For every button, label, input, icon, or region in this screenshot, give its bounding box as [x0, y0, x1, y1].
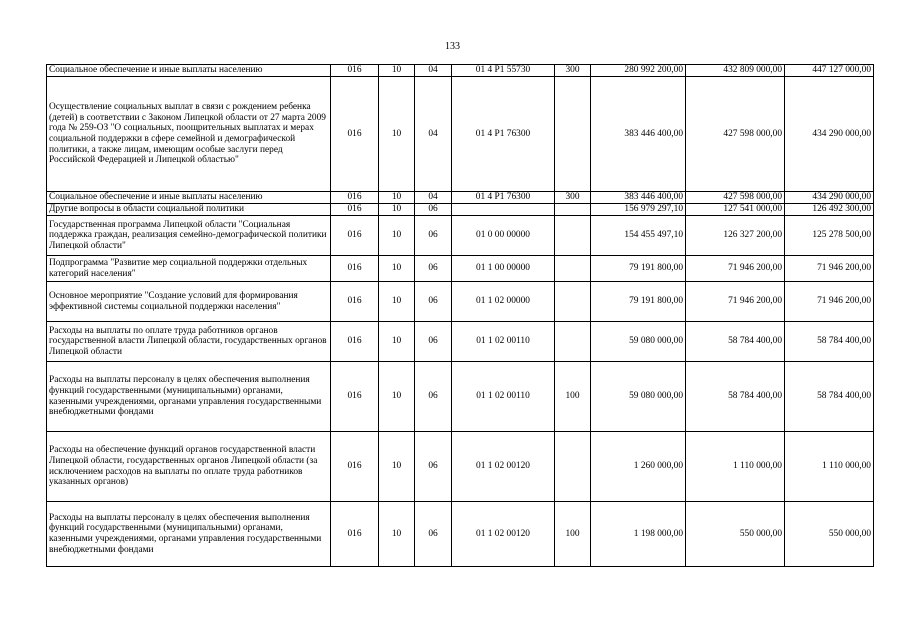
subsection-code: 04 [415, 77, 452, 192]
section-code: 10 [379, 432, 415, 502]
ministry-code: 016 [331, 216, 379, 256]
table-row [47, 216, 874, 256]
ministry-code: 016 [331, 282, 379, 322]
budget-item-name: Подпрограмма "Развитие мер социальной поддержки отдельных категорий населения" [47, 256, 331, 282]
expense-type-code [555, 216, 591, 256]
amount-year-3: 58 784 400,00 [785, 362, 874, 432]
amount-year-3: 550 000,00 [785, 502, 874, 567]
table-row [47, 77, 874, 192]
amount-year-2: 58 784 400,00 [686, 322, 785, 362]
ministry-code: 016 [331, 65, 379, 77]
table-row [47, 65, 874, 77]
table-row [47, 502, 874, 567]
budget-table-body [47, 65, 874, 567]
expense-type-code: 300 [555, 192, 591, 204]
section-code: 10 [379, 216, 415, 256]
subsection-code: 06 [415, 282, 452, 322]
amount-year-1: 383 446 400,00 [591, 77, 686, 192]
amount-year-3: 71 946 200,00 [785, 282, 874, 322]
amount-year-1: 1 198 000,00 [591, 502, 686, 567]
table-row [47, 322, 874, 362]
section-code: 10 [379, 256, 415, 282]
amount-year-2: 126 327 200,00 [686, 216, 785, 256]
amount-year-2: 127 541 000,00 [686, 204, 785, 216]
amount-year-2: 550 000,00 [686, 502, 785, 567]
budget-item-name: Основное мероприятие "Создание условий для формирования эффективной системы социальной поддержки населения" [47, 282, 331, 322]
target-article-code: 01 1 02 00110 [452, 322, 555, 362]
target-article-code: 01 1 02 00120 [452, 432, 555, 502]
amount-year-2: 427 598 000,00 [686, 192, 785, 204]
expense-type-code [555, 204, 591, 216]
expense-type-code: 300 [555, 65, 591, 77]
subsection-code: 06 [415, 322, 452, 362]
amount-year-2: 1 110 000,00 [686, 432, 785, 502]
amount-year-2: 71 946 200,00 [686, 282, 785, 322]
amount-year-3: 126 492 300,00 [785, 204, 874, 216]
subsection-code: 06 [415, 362, 452, 432]
amount-year-1: 154 455 497,10 [591, 216, 686, 256]
section-code: 10 [379, 77, 415, 192]
ministry-code: 016 [331, 362, 379, 432]
amount-year-1: 1 260 000,00 [591, 432, 686, 502]
page-number: 133 [445, 41, 460, 52]
budget-item-name: Расходы на выплаты персоналу в целях обеспечения выполнения функций государственными (муниципальными) органами, казенными учреждениями, органами управления государственными внебюджетными фондами [47, 362, 331, 432]
target-article-code [452, 204, 555, 216]
target-article-code: 01 1 02 00000 [452, 282, 555, 322]
target-article-code: 01 4 P1 76300 [452, 77, 555, 192]
ministry-code: 016 [331, 432, 379, 502]
amount-year-2: 432 809 000,00 [686, 65, 785, 77]
expense-type-code: 100 [555, 362, 591, 432]
target-article-code: 01 1 00 00000 [452, 256, 555, 282]
target-article-code: 01 1 02 00120 [452, 502, 555, 567]
subsection-code: 06 [415, 256, 452, 282]
table-row [47, 282, 874, 322]
amount-year-1: 383 446 400,00 [591, 192, 686, 204]
subsection-code: 06 [415, 432, 452, 502]
section-code: 10 [379, 362, 415, 432]
amount-year-2: 427 598 000,00 [686, 77, 785, 192]
target-article-code: 01 4 P1 76300 [452, 192, 555, 204]
amount-year-3: 125 278 500,00 [785, 216, 874, 256]
subsection-code: 06 [415, 502, 452, 567]
expense-type-code: 100 [555, 502, 591, 567]
budget-item-name: Расходы на выплаты персоналу в целях обеспечения выполнения функций государственными (муниципальными) органами, казенными учреждениями, органами управления государственными внебюджетными фондами [47, 502, 331, 567]
subsection-code: 04 [415, 65, 452, 77]
expense-type-code [555, 432, 591, 502]
amount-year-2: 58 784 400,00 [686, 362, 785, 432]
amount-year-1: 59 080 000,00 [591, 322, 686, 362]
table-row [47, 432, 874, 502]
section-code: 10 [379, 502, 415, 567]
ministry-code: 016 [331, 322, 379, 362]
budget-item-name: Государственная программа Липецкой области "Социальная поддержка граждан, реализация семейно-демографической политики Липецкой области" [47, 216, 331, 256]
amount-year-3: 1 110 000,00 [785, 432, 874, 502]
ministry-code: 016 [331, 256, 379, 282]
target-article-code: 01 1 02 00110 [452, 362, 555, 432]
budget-table [46, 64, 874, 567]
section-code: 10 [379, 282, 415, 322]
amount-year-3: 71 946 200,00 [785, 256, 874, 282]
section-code: 10 [379, 65, 415, 77]
budget-item-name: Другие вопросы в области социальной политики [47, 204, 331, 216]
section-code: 10 [379, 322, 415, 362]
amount-year-1: 59 080 000,00 [591, 362, 686, 432]
budget-item-name: Расходы на выплаты по оплате труда работников органов государственной власти Липецкой области, государственных органов Липецкой области [47, 322, 331, 362]
amount-year-1: 280 992 200,00 [591, 65, 686, 77]
expense-type-code [555, 256, 591, 282]
table-row [47, 204, 874, 216]
ministry-code: 016 [331, 77, 379, 192]
expense-type-code [555, 282, 591, 322]
amount-year-2: 71 946 200,00 [686, 256, 785, 282]
subsection-code: 06 [415, 204, 452, 216]
subsection-code: 06 [415, 216, 452, 256]
ministry-code: 016 [331, 192, 379, 204]
section-code: 10 [379, 204, 415, 216]
budget-item-name: Социальное обеспечение и иные выплаты населению [47, 65, 331, 77]
amount-year-1: 156 979 297,10 [591, 204, 686, 216]
ministry-code: 016 [331, 502, 379, 567]
table-row [47, 256, 874, 282]
amount-year-3: 447 127 000,00 [785, 65, 874, 77]
subsection-code: 04 [415, 192, 452, 204]
ministry-code: 016 [331, 204, 379, 216]
section-code: 10 [379, 192, 415, 204]
budget-item-name: Расходы на обеспечение функций органов государственной власти Липецкой области, государственных органов Липецкой области (за исключением расходов на выплаты по оплате труда работников указанных органов) [47, 432, 331, 502]
expense-type-code [555, 77, 591, 192]
table-row [47, 192, 874, 204]
expense-type-code [555, 322, 591, 362]
table-row [47, 362, 874, 432]
amount-year-1: 79 191 800,00 [591, 256, 686, 282]
amount-year-1: 79 191 800,00 [591, 282, 686, 322]
target-article-code: 01 0 00 00000 [452, 216, 555, 256]
amount-year-3: 58 784 400,00 [785, 322, 874, 362]
amount-year-3: 434 290 000,00 [785, 192, 874, 204]
target-article-code: 01 4 P1 55730 [452, 65, 555, 77]
budget-item-name: Социальное обеспечение и иные выплаты населению [47, 192, 331, 204]
budget-item-name: Осуществление социальных выплат в связи с рождением ребенка (детей) в соответствии с Законом Липецкой области от 27 марта 2009 года № 259-ОЗ "О социальных, поощрительных выплатах и мерах социальной поддержки в сфере семейной и демографической политики, а также лицам, имеющим особые заслуги перед Российской Федерацией и Липецкой областью" [47, 77, 331, 192]
amount-year-3: 434 290 000,00 [785, 77, 874, 192]
